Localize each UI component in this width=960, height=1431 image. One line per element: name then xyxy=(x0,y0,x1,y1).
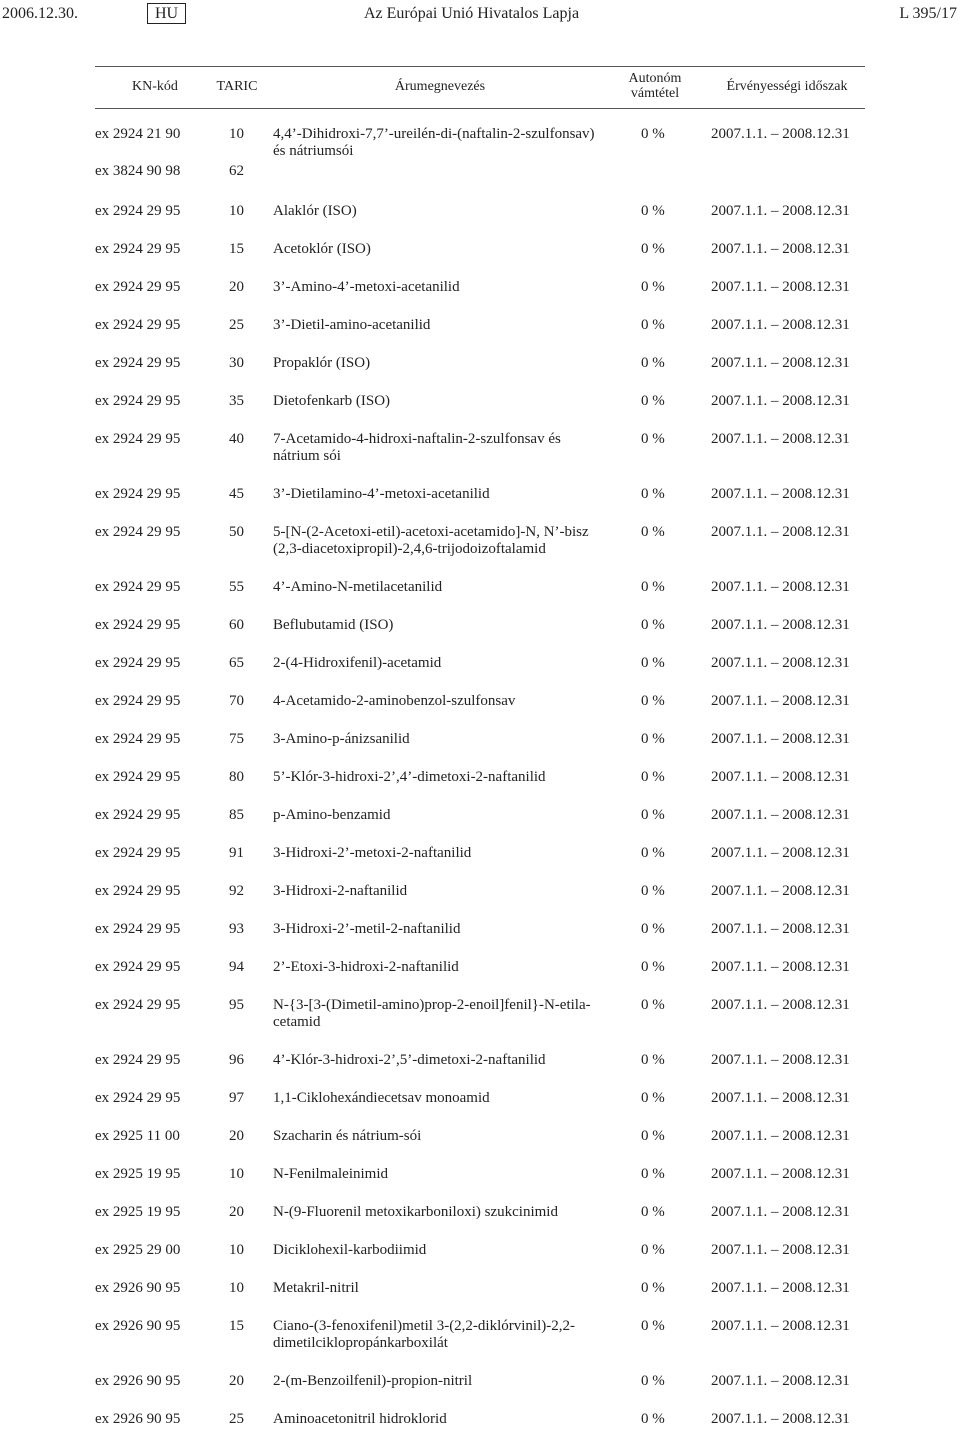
taric-code-cell: 25 xyxy=(229,317,244,333)
kn-code-cell: ex 2924 29 95 xyxy=(95,203,181,219)
duty-rate-cell: 0 % xyxy=(641,1204,665,1220)
duty-rate-cell: 0 % xyxy=(641,1373,665,1389)
taric-code-cell: 93 xyxy=(229,921,244,937)
description-cell: Szacharin és nátrium-sói xyxy=(273,1128,422,1144)
kn-code-cell-secondary: ex 3824 90 98 xyxy=(95,163,181,179)
taric-code-cell: 20 xyxy=(229,1373,244,1389)
duty-rate-cell: 0 % xyxy=(641,1411,665,1427)
duty-rate-cell: 0 % xyxy=(641,579,665,595)
description-cell: Aminoacetonitril hidroklorid xyxy=(273,1411,447,1427)
taric-code-cell: 70 xyxy=(229,693,244,709)
kn-code-cell: ex 2924 29 95 xyxy=(95,355,181,371)
duty-rate-cell: 0 % xyxy=(641,845,665,861)
validity-period-cell: 2007.1.1. – 2008.12.31 xyxy=(711,1090,850,1106)
kn-code-cell: ex 2926 90 95 xyxy=(95,1318,181,1334)
column-header-description: Árumegnevezés xyxy=(394,79,486,94)
page-header xyxy=(0,0,960,30)
taric-code-cell: 15 xyxy=(229,241,244,257)
validity-period-cell: 2007.1.1. – 2008.12.31 xyxy=(711,1204,850,1220)
taric-code-cell: 60 xyxy=(229,617,244,633)
validity-period-cell: 2007.1.1. – 2008.12.31 xyxy=(711,731,850,747)
taric-code-cell: 40 xyxy=(229,431,244,447)
taric-code-cell: 45 xyxy=(229,486,244,502)
description-cell: Acetoklór (ISO) xyxy=(273,241,371,257)
description-cell: Beflubutamid (ISO) xyxy=(273,617,394,633)
validity-period-cell: 2007.1.1. – 2008.12.31 xyxy=(711,883,850,899)
validity-period-cell: 2007.1.1. – 2008.12.31 xyxy=(711,617,850,633)
duty-rate-cell: 0 % xyxy=(641,883,665,899)
validity-period-cell: 2007.1.1. – 2008.12.31 xyxy=(711,317,850,333)
duty-rate-cell: 0 % xyxy=(641,1242,665,1258)
description-cell: Dietofenkarb (ISO) xyxy=(273,393,391,409)
validity-period-cell: 2007.1.1. – 2008.12.31 xyxy=(711,655,850,671)
taric-code-cell: 95 xyxy=(229,997,244,1013)
taric-code-cell: 85 xyxy=(229,807,244,823)
validity-period-cell: 2007.1.1. – 2008.12.31 xyxy=(711,126,850,142)
kn-code-cell: ex 2924 29 95 xyxy=(95,731,181,747)
validity-period-cell: 2007.1.1. – 2008.12.31 xyxy=(711,1128,850,1144)
validity-period-cell: 2007.1.1. – 2008.12.31 xyxy=(711,1373,850,1389)
description-cell: 3-Hidroxi-2’-metoxi-2-naftanilid xyxy=(273,845,472,861)
journal-title: Az Európai Unió Hivatalos Lapja xyxy=(364,5,580,22)
duty-rate-cell: 0 % xyxy=(641,807,665,823)
taric-code-cell: 20 xyxy=(229,1204,244,1220)
column-header-rate xyxy=(615,71,695,101)
validity-period-cell: 2007.1.1. – 2008.12.31 xyxy=(711,1411,850,1427)
taric-code-cell: 30 xyxy=(229,355,244,371)
duty-rate-cell: 0 % xyxy=(641,126,665,142)
validity-period-cell: 2007.1.1. – 2008.12.31 xyxy=(711,1242,850,1258)
duty-rate-cell: 0 % xyxy=(641,731,665,747)
kn-code-cell: ex 2925 19 95 xyxy=(95,1166,181,1182)
taric-code-cell: 10 xyxy=(229,1280,244,1296)
taric-code-cell-secondary: 62 xyxy=(229,163,244,179)
taric-code-cell: 10 xyxy=(229,203,244,219)
taric-code-cell: 55 xyxy=(229,579,244,595)
duty-rate-cell: 0 % xyxy=(641,355,665,371)
description-cell: 5-[N-(2-Acetoxi-etil)-acetoxi-acetamido]-N, N’-bisz (2,3-diacetoxipropil)-2,4,6-trijodoizoftalamid xyxy=(273,524,589,557)
duty-rate-cell: 0 % xyxy=(641,1280,665,1296)
page-number: L 395/17 xyxy=(899,5,957,22)
language-badge: HU xyxy=(147,3,186,24)
description-cell: N-{3-[3-(Dimetil-amino)prop-2-enoil]fenil}-N-etila- cetamid xyxy=(273,997,591,1030)
description-cell: 3-Hidroxi-2-naftanilid xyxy=(273,883,408,899)
kn-code-cell: ex 2924 29 95 xyxy=(95,317,181,333)
taric-code-cell: 20 xyxy=(229,279,244,295)
taric-code-cell: 97 xyxy=(229,1090,244,1106)
validity-period-cell: 2007.1.1. – 2008.12.31 xyxy=(711,431,850,447)
validity-period-cell: 2007.1.1. – 2008.12.31 xyxy=(711,355,850,371)
taric-code-cell: 96 xyxy=(229,1052,244,1068)
taric-code-cell: 15 xyxy=(229,1318,244,1334)
description-cell: 2-(m-Benzoilfenil)-propion-nitril xyxy=(273,1373,473,1389)
description-cell: 3-Hidroxi-2’-metil-2-naftanilid xyxy=(273,921,461,937)
description-cell: Metakril-nitril xyxy=(273,1280,359,1296)
validity-period-cell: 2007.1.1. – 2008.12.31 xyxy=(711,921,850,937)
kn-code-cell: ex 2924 29 95 xyxy=(95,617,181,633)
duty-rate-cell: 0 % xyxy=(641,997,665,1013)
validity-period-cell: 2007.1.1. – 2008.12.31 xyxy=(711,393,850,409)
duty-rate-cell: 0 % xyxy=(641,1052,665,1068)
validity-period-cell: 2007.1.1. – 2008.12.31 xyxy=(711,1052,850,1068)
kn-code-cell: ex 2924 29 95 xyxy=(95,845,181,861)
kn-code-cell: ex 2925 11 00 xyxy=(95,1128,180,1144)
duty-rate-cell: 0 % xyxy=(641,1318,665,1334)
description-cell: 3’-Dietil-amino-acetanilid xyxy=(273,317,431,333)
kn-code-cell: ex 2924 29 95 xyxy=(95,883,181,899)
duty-rate-cell: 0 % xyxy=(641,524,665,540)
description-cell: Alaklór (ISO) xyxy=(273,203,357,219)
kn-code-cell: ex 2924 29 95 xyxy=(95,241,181,257)
kn-code-cell: ex 2925 29 00 xyxy=(95,1242,181,1258)
validity-period-cell: 2007.1.1. – 2008.12.31 xyxy=(711,203,850,219)
description-cell: 4’-Klór-3-hidroxi-2’,5’-dimetoxi-2-naftanilid xyxy=(273,1052,546,1068)
taric-code-cell: 25 xyxy=(229,1411,244,1427)
validity-period-cell: 2007.1.1. – 2008.12.31 xyxy=(711,1280,850,1296)
description-cell: 2-(4-Hidroxifenil)-acetamid xyxy=(273,655,442,671)
kn-code-cell: ex 2924 29 95 xyxy=(95,655,181,671)
kn-code-cell: ex 2924 29 95 xyxy=(95,524,181,540)
taric-code-cell: 10 xyxy=(229,126,244,142)
kn-code-cell: ex 2924 29 95 xyxy=(95,959,181,975)
table-top-rule xyxy=(95,66,865,67)
duty-rate-cell: 0 % xyxy=(641,431,665,447)
taric-code-cell: 35 xyxy=(229,393,244,409)
description-cell: 3’-Dietilamino-4’-metoxi-acetanilid xyxy=(273,486,490,502)
taric-code-cell: 80 xyxy=(229,769,244,785)
validity-period-cell: 2007.1.1. – 2008.12.31 xyxy=(711,769,850,785)
duty-rate-cell: 0 % xyxy=(641,393,665,409)
taric-code-cell: 91 xyxy=(229,845,244,861)
duty-rate-cell: 0 % xyxy=(641,317,665,333)
validity-period-cell: 2007.1.1. – 2008.12.31 xyxy=(711,997,850,1013)
description-cell: 5’-Klór-3-hidroxi-2’,4’-dimetoxi-2-naftanilid xyxy=(273,769,546,785)
column-header-period: Érvényességi időszak xyxy=(726,79,848,94)
kn-code-cell: ex 2924 29 95 xyxy=(95,997,181,1013)
validity-period-cell: 2007.1.1. – 2008.12.31 xyxy=(711,524,850,540)
description-cell: Propaklór (ISO) xyxy=(273,355,371,371)
duty-rate-cell: 0 % xyxy=(641,655,665,671)
kn-code-cell: ex 2924 21 90 xyxy=(95,126,181,142)
validity-period-cell: 2007.1.1. – 2008.12.31 xyxy=(711,579,850,595)
taric-code-cell: 94 xyxy=(229,959,244,975)
kn-code-cell: ex 2924 29 95 xyxy=(95,1090,181,1106)
validity-period-cell: 2007.1.1. – 2008.12.31 xyxy=(711,1166,850,1182)
kn-code-cell: ex 2924 29 95 xyxy=(95,693,181,709)
description-cell: N-(9-Fluorenil metoxikarboniloxi) szukcinimid xyxy=(273,1204,558,1220)
taric-code-cell: 50 xyxy=(229,524,244,540)
description-cell: Diciklohexil-karbodiimid xyxy=(273,1242,427,1258)
validity-period-cell: 2007.1.1. – 2008.12.31 xyxy=(711,959,850,975)
duty-rate-cell: 0 % xyxy=(641,486,665,502)
duty-rate-cell: 0 % xyxy=(641,203,665,219)
description-cell: N-Fenilmaleinimid xyxy=(273,1166,388,1182)
taric-code-cell: 10 xyxy=(229,1242,244,1258)
duty-rate-cell: 0 % xyxy=(641,693,665,709)
taric-code-cell: 75 xyxy=(229,731,244,747)
description-cell: 3-Amino-p-ánizsanilid xyxy=(273,731,410,747)
taric-code-cell: 20 xyxy=(229,1128,244,1144)
description-cell: 1,1-Ciklohexándiecetsav monoamid xyxy=(273,1090,490,1106)
duty-rate-cell: 0 % xyxy=(641,921,665,937)
description-cell: 3’-Amino-4’-metoxi-acetanilid xyxy=(273,279,460,295)
duty-rate-cell: 0 % xyxy=(641,1090,665,1106)
kn-code-cell: ex 2924 29 95 xyxy=(95,279,181,295)
taric-code-cell: 92 xyxy=(229,883,244,899)
kn-code-cell: ex 2925 19 95 xyxy=(95,1204,181,1220)
kn-code-cell: ex 2924 29 95 xyxy=(95,486,181,502)
description-cell: Ciano-(3-fenoxifenil)metil 3-(2,2-diklórvinil)-2,2- dimetilciklopropánkarboxilát xyxy=(273,1318,575,1351)
issue-date: 2006.12.30. xyxy=(2,5,78,22)
table-header-rule xyxy=(95,108,865,109)
description-cell: 4-Acetamido-2-aminobenzol-szulfonsav xyxy=(273,693,516,709)
validity-period-cell: 2007.1.1. – 2008.12.31 xyxy=(711,807,850,823)
taric-code-cell: 10 xyxy=(229,1166,244,1182)
validity-period-cell: 2007.1.1. – 2008.12.31 xyxy=(711,693,850,709)
duty-rate-cell: 0 % xyxy=(641,1166,665,1182)
description-cell: 7-Acetamido-4-hidroxi-naftalin-2-szulfonsav és nátrium sói xyxy=(273,431,561,464)
rate-header-line1: Autonóm xyxy=(628,71,682,86)
kn-code-cell: ex 2924 29 95 xyxy=(95,431,181,447)
validity-period-cell: 2007.1.1. – 2008.12.31 xyxy=(711,486,850,502)
kn-code-cell: ex 2924 29 95 xyxy=(95,921,181,937)
kn-code-cell: ex 2926 90 95 xyxy=(95,1411,181,1427)
taric-code-cell: 65 xyxy=(229,655,244,671)
duty-rate-cell: 0 % xyxy=(641,279,665,295)
description-cell: 2’-Etoxi-3-hidroxi-2-naftanilid xyxy=(273,959,459,975)
kn-code-cell: ex 2924 29 95 xyxy=(95,807,181,823)
description-cell: p-Amino-benzamid xyxy=(273,807,391,823)
kn-code-cell: ex 2926 90 95 xyxy=(95,1373,181,1389)
column-header-taric: TARIC xyxy=(216,79,258,94)
rate-header-line2: vámtétel xyxy=(630,86,680,101)
description-cell: 4,4’-Dihidroxi-7,7’-ureilén-di-(naftalin-2-szulfonsav) és nátriumsói xyxy=(273,126,595,159)
duty-rate-cell: 0 % xyxy=(641,617,665,633)
validity-period-cell: 2007.1.1. – 2008.12.31 xyxy=(711,279,850,295)
description-cell: 4’-Amino-N-metilacetanilid xyxy=(273,579,443,595)
duty-rate-cell: 0 % xyxy=(641,769,665,785)
kn-code-cell: ex 2924 29 95 xyxy=(95,579,181,595)
column-header-kn: KN-kód xyxy=(132,79,178,94)
kn-code-cell: ex 2924 29 95 xyxy=(95,393,181,409)
kn-code-cell: ex 2924 29 95 xyxy=(95,769,181,785)
duty-rate-cell: 0 % xyxy=(641,1128,665,1144)
kn-code-cell: ex 2924 29 95 xyxy=(95,1052,181,1068)
duty-rate-cell: 0 % xyxy=(641,241,665,257)
validity-period-cell: 2007.1.1. – 2008.12.31 xyxy=(711,1318,850,1334)
duty-rate-cell: 0 % xyxy=(641,959,665,975)
validity-period-cell: 2007.1.1. – 2008.12.31 xyxy=(711,241,850,257)
kn-code-cell: ex 2926 90 95 xyxy=(95,1280,181,1296)
validity-period-cell: 2007.1.1. – 2008.12.31 xyxy=(711,845,850,861)
